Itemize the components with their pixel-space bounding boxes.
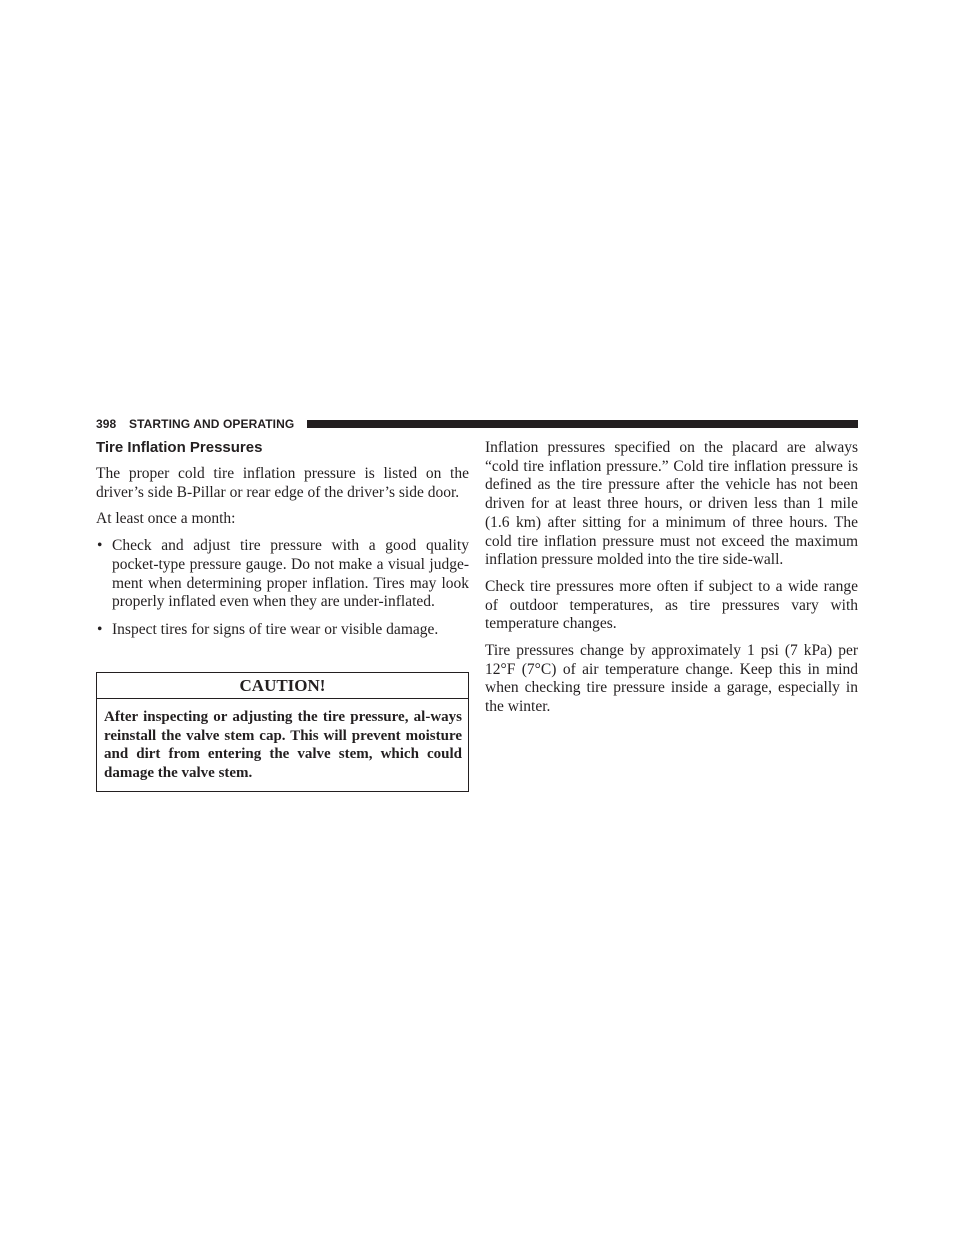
caution-text: After inspecting or adjusting the tire pressure, al-ways reinstall the valve stem cap. This will prevent moisture and dirt from entering the valve stem, which could damage the valve stem. [104,709,462,782]
header-rule [307,420,858,428]
bullet-list [96,537,469,640]
list-item-text: Check and adjust tire pressure with a good quality pocket-type pressure gauge. Do not make a visual judge-ment when determining proper inflation. Tires may look properly inflated even when they are under-inflated. [112,537,469,611]
right-column [485,438,858,725]
list-item [96,621,469,640]
body-paragraph: Inflation pressures specified on the placard are always “cold tire inflation pressure.” Cold tire inflation pressure is defined as the tire pressure after the vehicle has not been driven for at least three hours, or driven less than 1 mile (1.6 km) after sitting for a minimum of three hours. The cold tire inflation pressure must not exceed the maximum inflation pressure molded into the tire side-wall. [485,439,858,569]
body-paragraph: Tire pressures change by approximately 1 psi (7 kPa) per 12°F (7°C) of air temperature change. Keep this in mind when checking tire pressure inside a garage, especially in the winter. [485,642,858,716]
bullet-icon: • [97,620,103,638]
body-paragraph: Check tire pressures more often if subject to a wide range of outdoor temperatures, as tire pressures vary with temperature changes. [485,577,858,633]
running-header [96,417,858,431]
section-heading: Tire Inflation Pressures [96,439,263,456]
lead-in-text: At least once a month: [96,510,236,528]
intro-paragraph: The proper cold tire inflation pressure is listed on the driver’s side B-Pillar or rear edge of the driver’s side door. [96,465,469,501]
page-number: 398 [96,417,117,431]
caution-title: CAUTION! [97,673,468,699]
bullet-icon: • [97,537,103,555]
list-item-text: Inspect tires for signs of tire wear or visible damage. [112,620,439,638]
caution-box [96,672,469,792]
left-column [96,438,469,649]
section-title: STARTING AND OPERATING [129,417,295,431]
list-item [96,537,469,612]
